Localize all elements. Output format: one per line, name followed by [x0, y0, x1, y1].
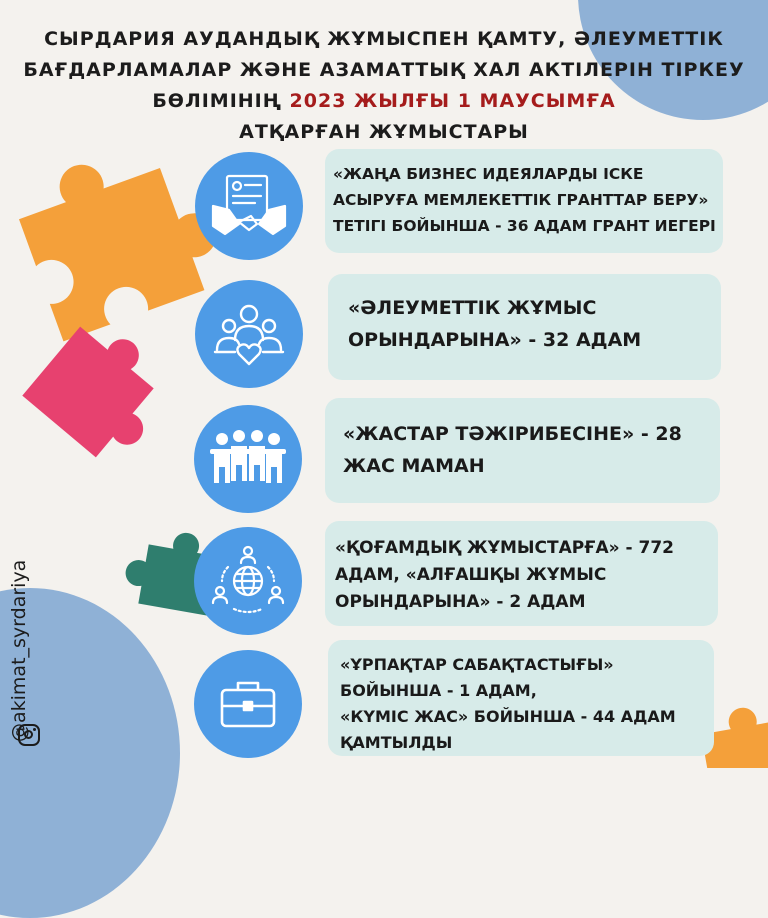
item-card-generations: [328, 640, 714, 756]
title-line-1: СЫРДАРИЯ АУДАНДЫҚ ЖҰМЫСПЕН ҚАМТУ, ӘЛЕУМЕТТІК: [44, 28, 724, 50]
item-card-social-jobs: [328, 274, 721, 380]
title-line-2: БАҒДАРЛАМАЛАР ЖӘНЕ АЗАМАТТЫҚ ХАЛ АКТІЛЕРІН ТІРКЕУ: [23, 59, 745, 81]
item-text-youth: «ЖАСТАР ТӘЖІРИБЕСІНЕ» - 28 ЖАС МАМАН: [343, 423, 682, 477]
item-card-public-works: [325, 521, 718, 626]
item-text-grant: «ЖАҢА БИЗНЕС ИДЕЯЛАРДЫ ІСКЕ АСЫРУҒА МЕМЛЕКЕТТІК ГРАНТТАР БЕРУ» ТЕТІГІ БОЙЫНША - 36 АДАМ ГРАНТ ИЕГЕРІ: [333, 165, 716, 235]
title-line-3: [20, 86, 748, 117]
social-people-icon: [195, 280, 303, 388]
page-title: [20, 24, 748, 148]
item-text-generations: «ҰРПАҚТАР САБАҚТАСТЫҒЫ» БОЙЫНША - 1 АДАМ, «КҮМІС ЖАС» БОЙЫНША - 44 АДАМ ҚАМТЫЛДЫ: [340, 655, 676, 752]
briefcase-icon: [194, 650, 302, 758]
business-grant-icon: [195, 152, 303, 260]
youth-group-icon: [194, 405, 302, 513]
title-line-3-prefix: БӨЛІМІНІҢ: [152, 90, 290, 112]
community-globe-icon: [194, 527, 302, 635]
item-text-public-works: «ҚОҒАМДЫҚ ЖҰМЫСТАРҒА» - 772 АДАМ, «АЛҒАШҚЫ ЖҰМЫС ОРЫНДАРЫНА» - 2 АДАМ: [335, 538, 675, 612]
instagram-handle[interactable]: @akimat_syrdariya: [8, 559, 30, 742]
item-card-grant: [325, 149, 723, 253]
title-line-4: АТҚАРҒАН ЖҰМЫСТАРЫ: [239, 121, 529, 143]
pink-puzzle-piece: [22, 310, 184, 471]
title-date-accent: 2023 ЖЫЛҒЫ 1 МАУСЫМҒА: [289, 90, 616, 112]
item-card-youth: [325, 398, 720, 503]
item-text-social-jobs: «ӘЛЕУМЕТТІК ЖҰМЫС ОРЫНДАРЫНА» - 32 АДАМ: [348, 297, 642, 351]
